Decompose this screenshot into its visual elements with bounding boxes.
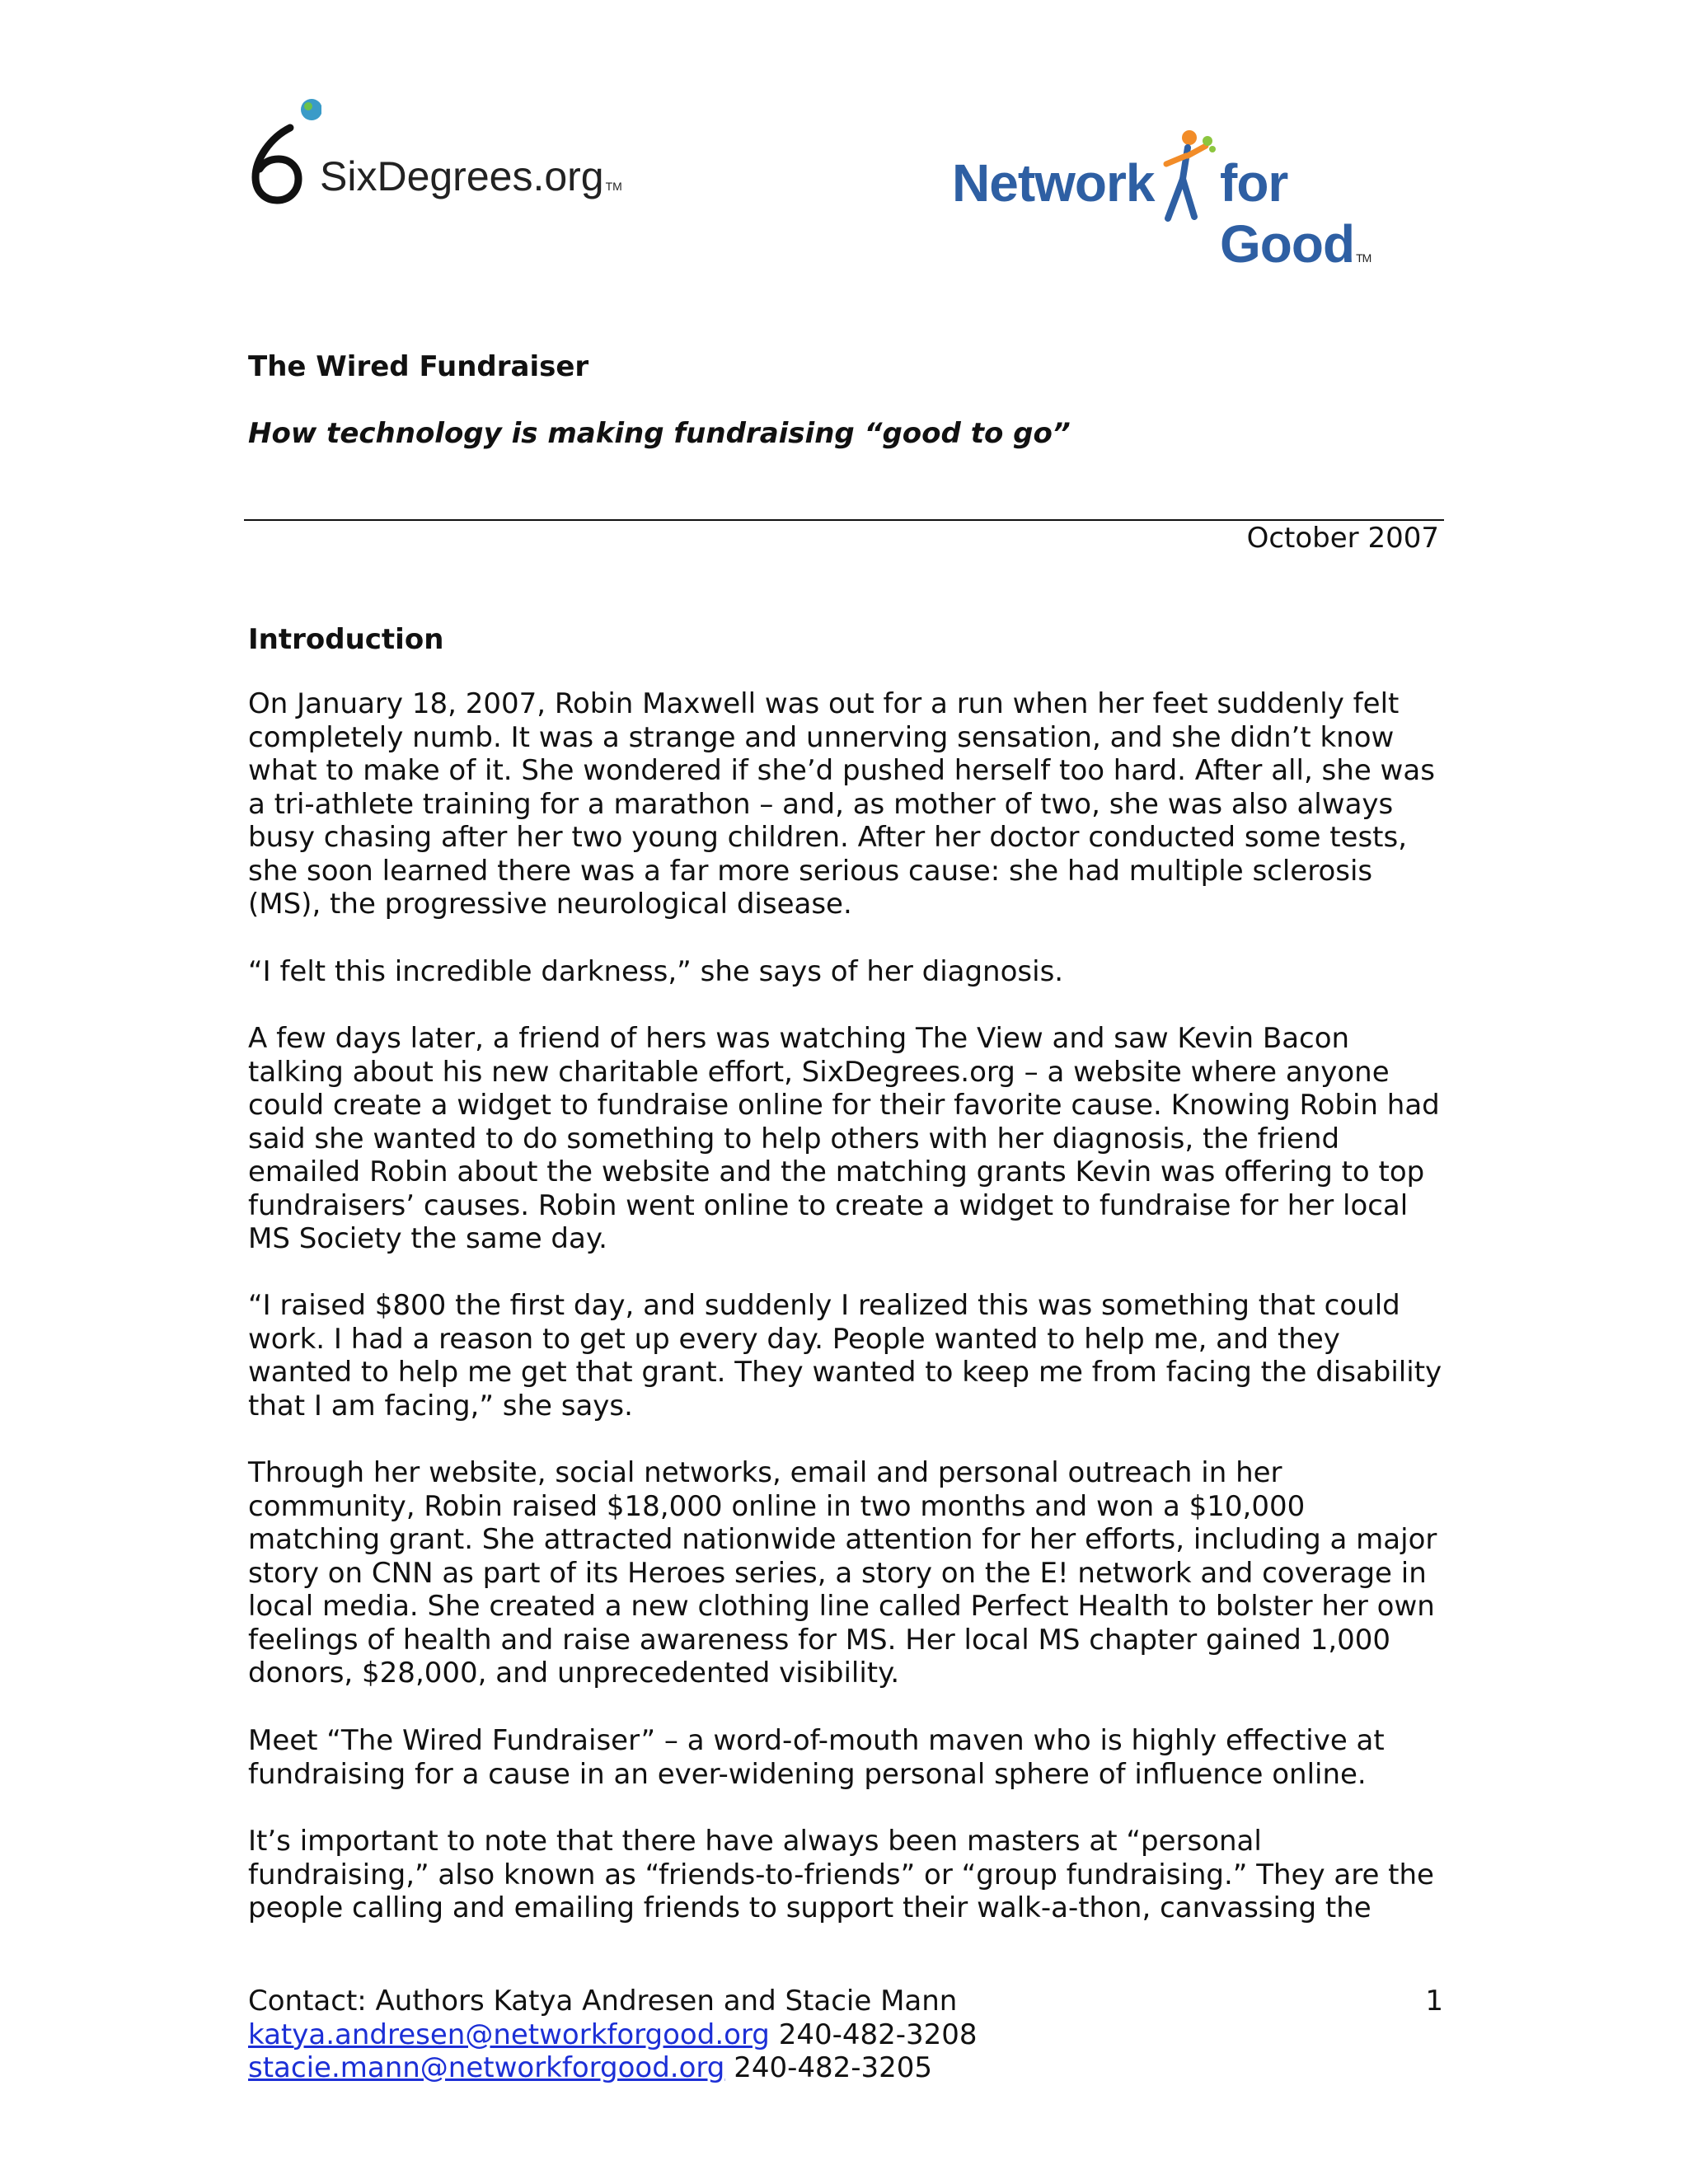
- page-number: 1: [1425, 1985, 1443, 2018]
- email-link-katya[interactable]: katya.andresen@networkforgood.org: [248, 2018, 770, 2051]
- document-subtitle: How technology is making fundraising “good to go”: [248, 417, 1071, 450]
- title-divider: [244, 519, 1444, 521]
- paragraph: On January 18, 2007, Robin Maxwell was out for a run when her feet suddenly felt completely numb. It was a strange and unnerving sensation, and she didn’t know what to make of it. She wondered if she’d pushed herself too hard. After all, she was a tri-athlete training for a marathon – and, as mother of two, she was also always busy chasing after her two young children. After her doctor conducted some tests, she soon learned there was a far more serious cause: she had multiple sclerosis (MS), the progressive neurological disease.: [248, 687, 1435, 921]
- document-date: October 2007: [1246, 522, 1439, 555]
- nfg-wordmark-for-good: for Good TM: [1220, 153, 1372, 274]
- person-figure-icon: [1158, 128, 1216, 223]
- phone-katya: 240-482-3208: [778, 2018, 978, 2051]
- nfg-wordmark-network: Network: [952, 153, 1155, 213]
- paragraph: “I raised $800 the first day, and suddenly I realized this was something that could work. I had a reason to get up every day. People wanted to help me, and they wanted to help me get that grant. They wanted to keep me from facing the disability that I am facing,” she says.: [248, 1289, 1442, 1422]
- six-numeral-icon: [247, 95, 321, 206]
- network-for-good-logo: [948, 124, 1442, 274]
- footer-contact-line-2: [248, 2051, 1443, 2085]
- paragraph: It’s important to note that there have always been masters at “personal fundraising,” also known as “friends-to-friends” or “group fundraising.” They are the people calling and emailing friends to support their walk-a-thon, canvassing the: [248, 1825, 1434, 1924]
- section-heading: Introduction: [248, 623, 444, 656]
- paragraph: Through her website, social networks, email and personal outreach in her community, Robin raised $18,000 online in two months and won a $10,000 matching grant. She attracted nationwide attention for her efforts, including a major story on CNN as part of its Heroes series, a story on the E! network and coverage in local media. She created a new clothing line called Perfect Health to bolster her own feelings of health and raise awareness for MS. Her local MS chapter gained 1,000 donors, $28,000, and unprecedented visibility.: [248, 1456, 1437, 1690]
- phone-stacie: 240-482-3205: [734, 2051, 933, 2084]
- paragraph: Meet “The Wired Fundraiser” – a word-of-mouth maven who is highly effective at fundraising for a cause in an ever-widening personal sphere of influence online.: [248, 1724, 1385, 1791]
- sixdegrees-logo: [247, 95, 635, 206]
- footer-contact: Contact: Authors Katya Andresen and Stacie Mann: [248, 1985, 958, 2018]
- sixdegrees-wordmark: SixDegrees.org TM: [320, 153, 622, 199]
- footer-contact-line-1: [248, 2018, 1443, 2052]
- email-link-stacie[interactable]: stacie.mann@networkforgood.org: [248, 2051, 725, 2084]
- document-title: The Wired Fundraiser: [248, 350, 589, 383]
- paragraph: A few days later, a friend of hers was watching The View and saw Kevin Bacon talking about his new charitable effort, SixDegrees.org – a website where anyone could create a widget to fundraise online for their favorite cause. Knowing Robin had said she wanted to do something to help others with her diagnosis, the friend emailed Robin about the website and the matching grants Kevin was offering to top fundraisers’ causes. Robin went online to create a widget to fundraise for her local MS Society the same day.: [248, 1022, 1440, 1255]
- footer: [248, 1985, 1443, 2085]
- paragraph: “I felt this incredible darkness,” she says of her diagnosis.: [248, 955, 1064, 988]
